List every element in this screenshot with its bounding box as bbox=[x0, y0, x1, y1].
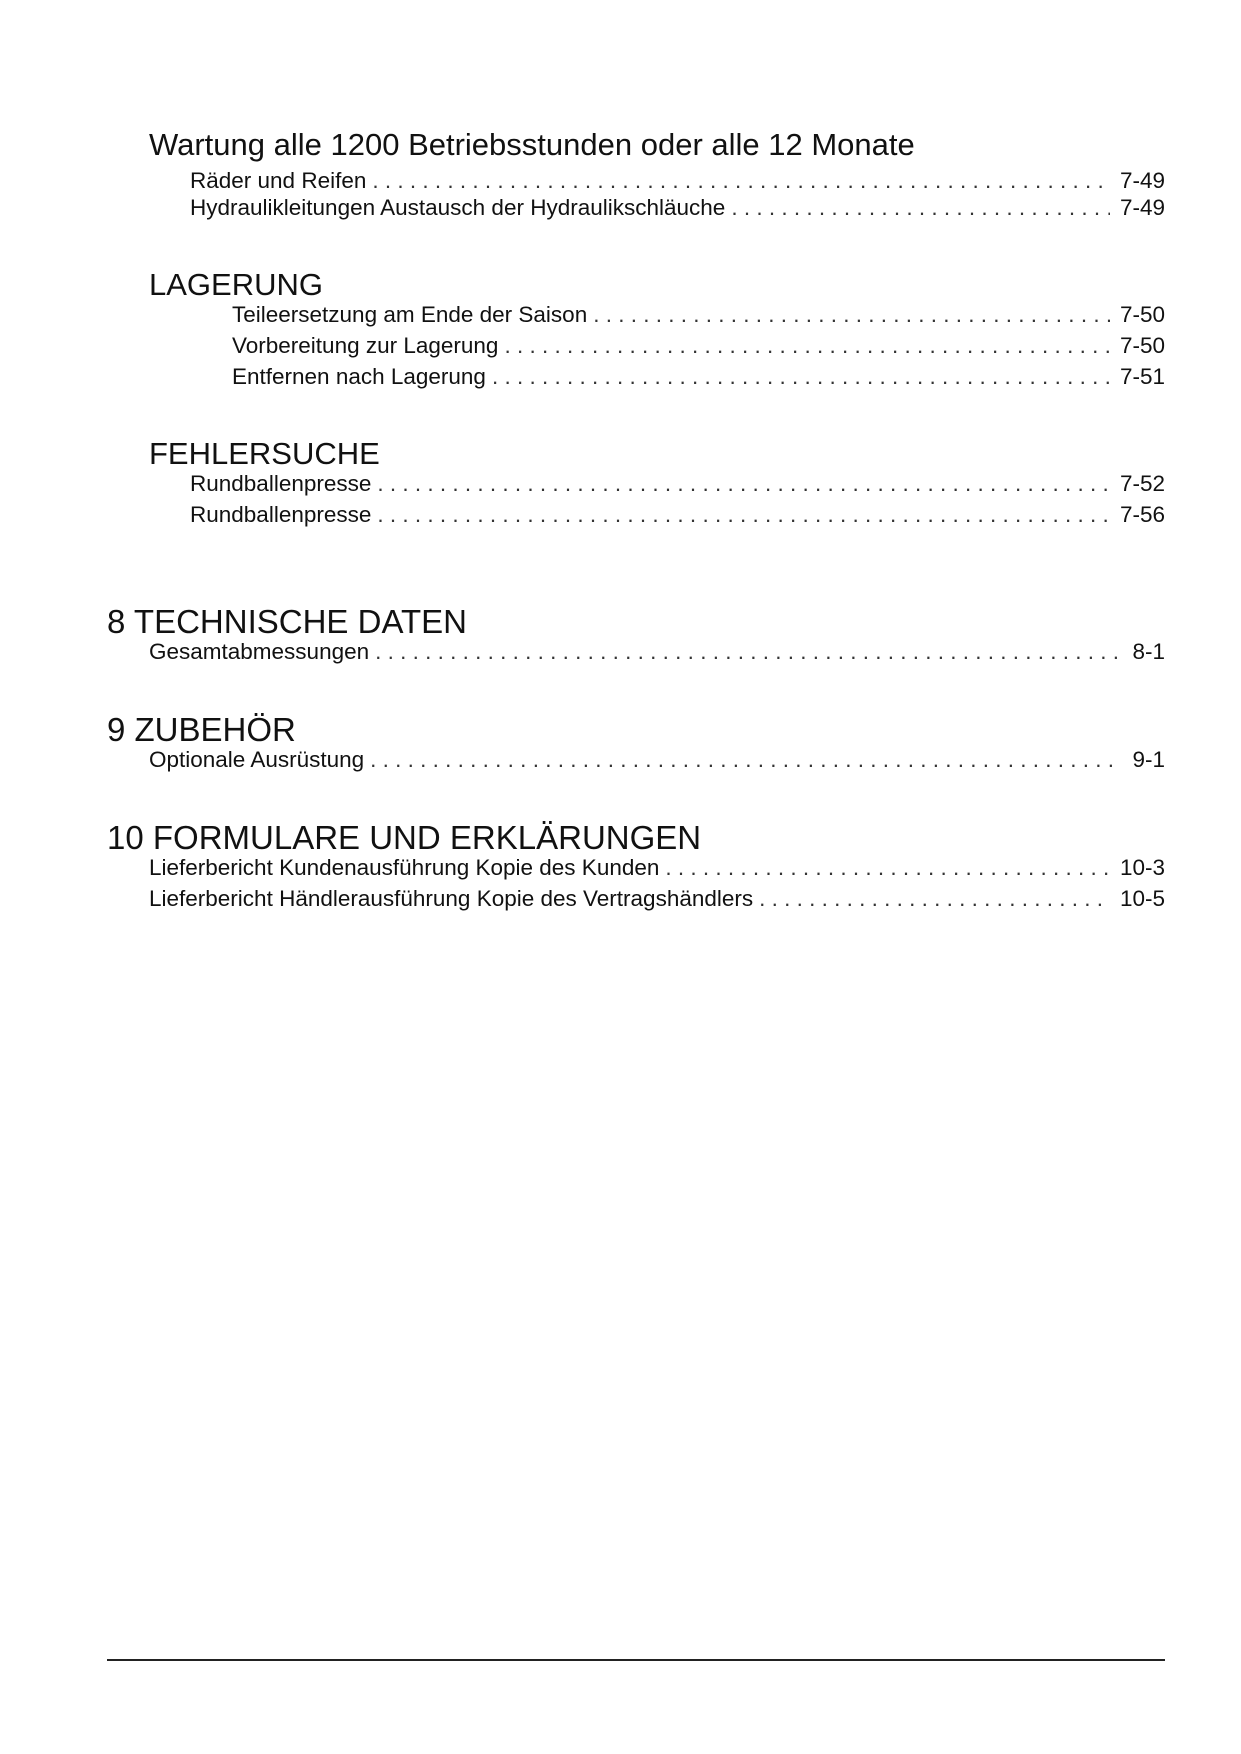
toc-entry-page: 9-1 bbox=[1132, 747, 1165, 772]
toc-entry[interactable] bbox=[149, 885, 1165, 913]
toc-entry[interactable] bbox=[232, 332, 1165, 360]
dot-leader bbox=[504, 332, 1110, 360]
toc-entry-page: 7-52 bbox=[1119, 471, 1165, 496]
toc-entry[interactable] bbox=[149, 854, 1165, 882]
dot-leader bbox=[370, 746, 1122, 774]
toc-entry-label: Hydraulikleitungen Austausch der Hydraulikschläuche bbox=[190, 195, 726, 220]
dot-leader bbox=[372, 167, 1110, 195]
toc-entry[interactable] bbox=[190, 167, 1165, 195]
toc-entry-label: Teileersetzung am Ende der Saison bbox=[232, 302, 588, 327]
toc-entry-label: Rundballenpresse bbox=[190, 471, 372, 496]
chapter-heading-8: 8 TECHNISCHE DATEN bbox=[107, 603, 468, 640]
toc-entry-label: Vorbereitung zur Lagerung bbox=[232, 333, 499, 358]
toc-entry[interactable] bbox=[149, 638, 1165, 666]
footer-rule bbox=[107, 1659, 1165, 1661]
toc-entry-page: 7-49 bbox=[1119, 195, 1165, 220]
toc-entry-page: 7-50 bbox=[1119, 302, 1165, 327]
toc-entry-page: 8-1 bbox=[1132, 639, 1165, 664]
toc-entry[interactable] bbox=[190, 470, 1165, 498]
dot-leader bbox=[377, 501, 1110, 529]
section-heading-wartung: Wartung alle 1200 Betriebsstunden oder alle 12 Monate bbox=[149, 127, 915, 162]
toc-entry-page: 7-50 bbox=[1119, 333, 1165, 358]
dot-leader bbox=[665, 854, 1110, 882]
toc-entry[interactable] bbox=[149, 746, 1165, 774]
toc-entry[interactable] bbox=[190, 501, 1165, 529]
chapter-heading-10: 10 FORMULARE UND ERKLÄRUNGEN bbox=[107, 819, 702, 856]
toc-entry-label: Räder und Reifen bbox=[190, 168, 367, 193]
toc-entry-label: Entfernen nach Lagerung bbox=[232, 364, 486, 389]
toc-entry-page: 7-56 bbox=[1119, 502, 1165, 527]
toc-entry-label: Optionale Ausrüstung bbox=[149, 747, 365, 772]
toc-entry[interactable] bbox=[232, 363, 1165, 391]
chapter-heading-9: 9 ZUBEHÖR bbox=[107, 711, 296, 748]
toc-entry-page: 10-3 bbox=[1119, 855, 1165, 880]
toc-entry[interactable] bbox=[232, 301, 1165, 329]
dot-leader bbox=[492, 363, 1110, 391]
toc-entry-page: 10-5 bbox=[1119, 886, 1165, 911]
toc-entry-label: Gesamtabmessungen bbox=[149, 639, 370, 664]
dot-leader bbox=[593, 301, 1110, 329]
section-heading-lagerung: LAGERUNG bbox=[149, 267, 323, 302]
dot-leader bbox=[759, 885, 1110, 913]
toc-entry-page: 7-49 bbox=[1119, 168, 1165, 193]
toc-entry-label: Lieferbericht Händlerausführung Kopie des Vertragshändlers bbox=[149, 886, 754, 911]
toc-entry[interactable] bbox=[190, 194, 1165, 222]
section-heading-fehlersuche: FEHLERSUCHE bbox=[149, 436, 380, 471]
dot-leader bbox=[731, 194, 1110, 222]
dot-leader bbox=[375, 638, 1122, 666]
toc-entry-label: Lieferbericht Kundenausführung Kopie des Kunden bbox=[149, 855, 660, 880]
toc-entry-label: Rundballenpresse bbox=[190, 502, 372, 527]
dot-leader bbox=[377, 470, 1110, 498]
toc-entry-page: 7-51 bbox=[1119, 364, 1165, 389]
